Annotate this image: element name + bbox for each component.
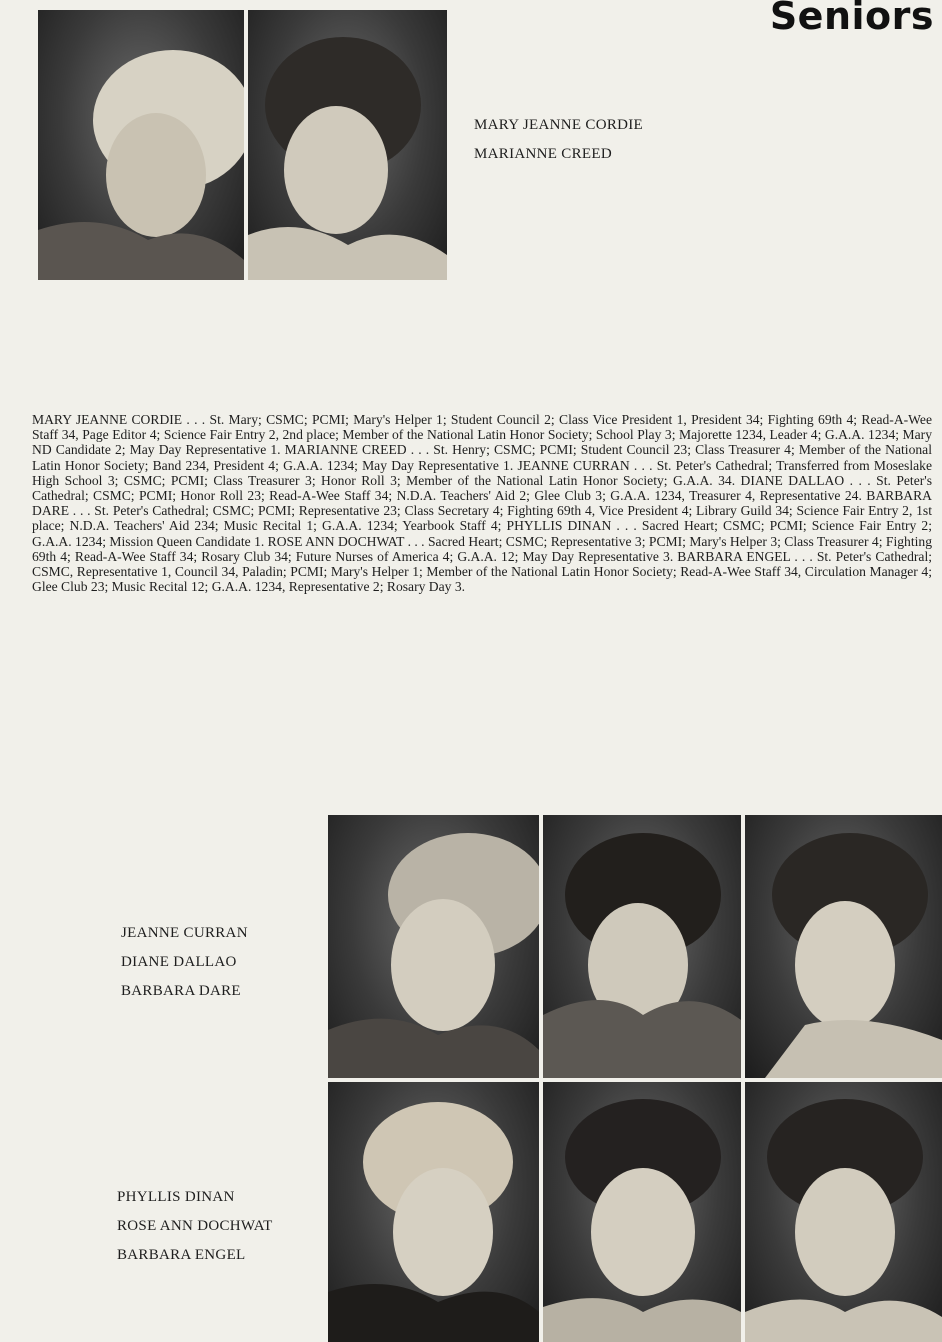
name-label: BARBARA ENGEL: [117, 1247, 246, 1263]
portrait-photo-dare: [745, 815, 942, 1078]
name-label: ROSE ANN DOCHWAT: [117, 1218, 273, 1234]
group1-names: [121, 925, 248, 1012]
portrait-photo-dochwat: [543, 1082, 741, 1342]
name-label: PHYLLIS DINAN: [117, 1189, 235, 1205]
top-names: [474, 117, 643, 175]
portrait-photo-creed: [248, 10, 447, 280]
portrait-photo-engel: [745, 1082, 942, 1342]
name-label: DIANE DALLAO: [121, 954, 237, 970]
portrait-photo-dinan: [328, 1082, 539, 1342]
name-label: JEANNE CURRAN: [121, 925, 248, 941]
portrait-photo-dallao: [543, 815, 741, 1078]
name-label: MARIANNE CREED: [474, 146, 612, 162]
name-label: BARBARA DARE: [121, 983, 241, 999]
biography-text: MARY JEANNE CORDIE . . . St. Mary; CSMC; PCMI; Mary's Helper 1; Student Council 2; Class Vice President 1, President 34; Fighting 69th 4; Read-A-Wee Staff 34, Page Editor 4; Science Fair Entry 2, 2nd place; Member of the National Latin Honor Society; School Play 3; Majorette 1234, Leader 4; G.A.A. 1234; Mary ND Candidate 2; May Day Representative 1. MARIANNE CREED . . . St. Henry; CSMC; PCMI; Student Council 23; Class Treasurer 4; Member of the National Latin Honor Society; Band 234, President 4; G.A.A. 1234; May Day Representative 1. JEANNE CURRAN . . . St. Peter's Cathedral; Transferred from Moseslake High School 3; CSMC; PCMI; Class Treasurer 3; Honor Roll 3; Member of the National Latin Honor Society; G.A.A. 34. DIANE DALLAO . . . St. Peter's Cathedral; CSMC; PCMI; Honor Roll 23; Read-A-Wee Staff 34; N.D.A. Teachers' Aid 2; Glee Club 3; G.A.A. 1234, Treasurer 4, Representative 24. BARBARA DARE . . . St. Peter's Cathedral; CSMC; PCMI; Representative 23; Class Secretary 4; Fighting 69th 4, Vice President 4; Library Guild 34; Science Fair Entry 2, 1st place; N.D.A. Teachers' Aid 234; Music Recital 1; G.A.A. 1234; Yearbook Staff 4; PHYLLIS DINAN . . . Sacred Heart; CSMC; PCMI; Science Fair Entry 2; G.A.A. 1234; Mission Queen Candidate 1. ROSE ANN DOCHWAT . . . Sacred Heart; CSMC; Representative 3; PCMI; Mary's Helper 3; Class Treasurer 4; Fighting 69th 4; Read-A-Wee Staff 34; Rosary Club 34; Future Nurses of America 4; G.A.A. 12; May Day Representative 3. BARBARA ENGEL . . . St. Peter's Cathedral; CSMC, Representative 1, Council 34, Paladin; PCMI; Mary's Helper 1; Member of the National Latin Honor Society; Read-A-Wee Staff 34, Circulation Manager 4; Glee Club 23; Music Recital 12; G.A.A. 1234, Representative 2; Rosary Day 3.: [32, 412, 932, 595]
portrait-photo-curran: [328, 815, 539, 1078]
portrait-photo-cordie: [38, 10, 244, 280]
section-title: Seniors: [769, 0, 934, 38]
name-label: MARY JEANNE CORDIE: [474, 117, 644, 133]
group2-names: [117, 1189, 273, 1276]
